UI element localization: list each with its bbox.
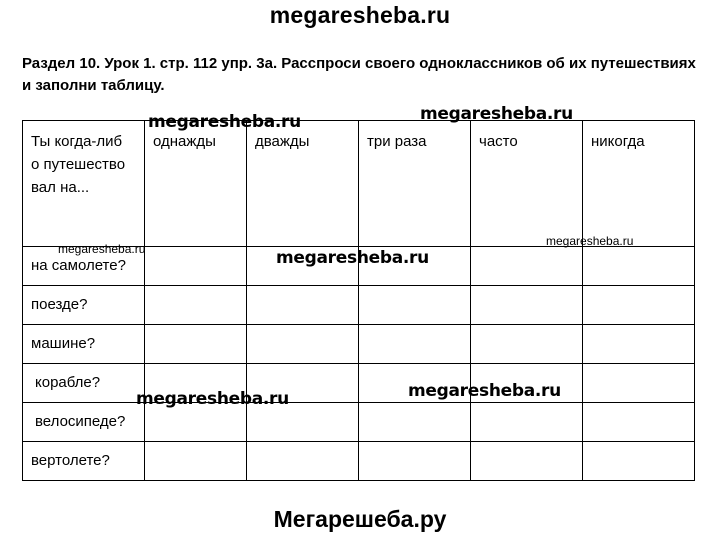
row-label-cell: [23, 403, 145, 442]
header-cell-question: [23, 121, 145, 247]
row-label-cell: [23, 364, 145, 403]
table-row: [23, 364, 695, 403]
answer-cell[interactable]: [359, 403, 471, 442]
site-footer-title: Мегарешеба.ру: [273, 506, 447, 532]
header-cell-once: [145, 121, 247, 247]
row-label: корабле?: [35, 374, 101, 391]
answer-cell[interactable]: [583, 403, 695, 442]
answer-cell[interactable]: [145, 442, 247, 481]
answer-cell[interactable]: [583, 247, 695, 286]
watermark: megaresheba.ru: [420, 104, 573, 124]
table-row: [23, 442, 695, 481]
row-label: велосипеде?: [35, 413, 126, 430]
answer-cell[interactable]: [583, 286, 695, 325]
table-row: [23, 286, 695, 325]
header-once-text: однажды: [153, 133, 216, 150]
answer-cell[interactable]: [145, 286, 247, 325]
exercise-task: Раздел 10. Урок 1. стр. 112 упр. 3а. Расспроси своего одноклассников об их путешествиях и заполни таблицу.: [22, 55, 696, 94]
row-label-cell: [23, 286, 145, 325]
header-cell-three-times: [359, 121, 471, 247]
answer-cell[interactable]: [145, 325, 247, 364]
header-cell-never: [583, 121, 695, 247]
watermark: megaresheba.ru: [58, 242, 146, 256]
answer-cell[interactable]: [145, 247, 247, 286]
watermark: megaresheba.ru: [408, 381, 561, 401]
answer-cell[interactable]: [247, 325, 359, 364]
answer-cell[interactable]: [471, 403, 583, 442]
answer-cell[interactable]: [247, 442, 359, 481]
row-label-cell: [23, 325, 145, 364]
header-question-text: Ты когда-либо путешествовал на...: [31, 133, 126, 196]
row-label: вертолете?: [31, 452, 110, 469]
header-twice-text: дважды: [255, 133, 310, 150]
header-often-text: часто: [479, 133, 518, 150]
header-cell-often: [471, 121, 583, 247]
row-label: поезде?: [31, 296, 88, 313]
survey-table: [22, 120, 695, 481]
header-three-times-text: три раза: [367, 133, 427, 150]
header-never-text: никогда: [591, 133, 645, 150]
row-label: машине?: [31, 335, 96, 352]
answer-cell[interactable]: [583, 442, 695, 481]
answer-cell[interactable]: [583, 364, 695, 403]
row-label: на самолете?: [31, 257, 126, 274]
table-header-row: [23, 121, 695, 247]
watermark: megaresheba.ru: [148, 112, 301, 132]
answer-cell[interactable]: [359, 286, 471, 325]
table-row: [23, 403, 695, 442]
site-title: megaresheba.ru: [269, 2, 451, 28]
header-cell-twice: [247, 121, 359, 247]
answer-cell[interactable]: [471, 247, 583, 286]
answer-cell[interactable]: [471, 442, 583, 481]
watermark: megaresheba.ru: [546, 234, 634, 248]
answer-cell[interactable]: [583, 325, 695, 364]
answer-cell[interactable]: [359, 442, 471, 481]
answer-cell[interactable]: [471, 286, 583, 325]
table-row: [23, 325, 695, 364]
row-label-cell: [23, 442, 145, 481]
watermark: megaresheba.ru: [136, 389, 289, 409]
answer-cell[interactable]: [471, 325, 583, 364]
watermark: megaresheba.ru: [276, 248, 429, 268]
answer-cell[interactable]: [247, 286, 359, 325]
answer-cell[interactable]: [359, 325, 471, 364]
